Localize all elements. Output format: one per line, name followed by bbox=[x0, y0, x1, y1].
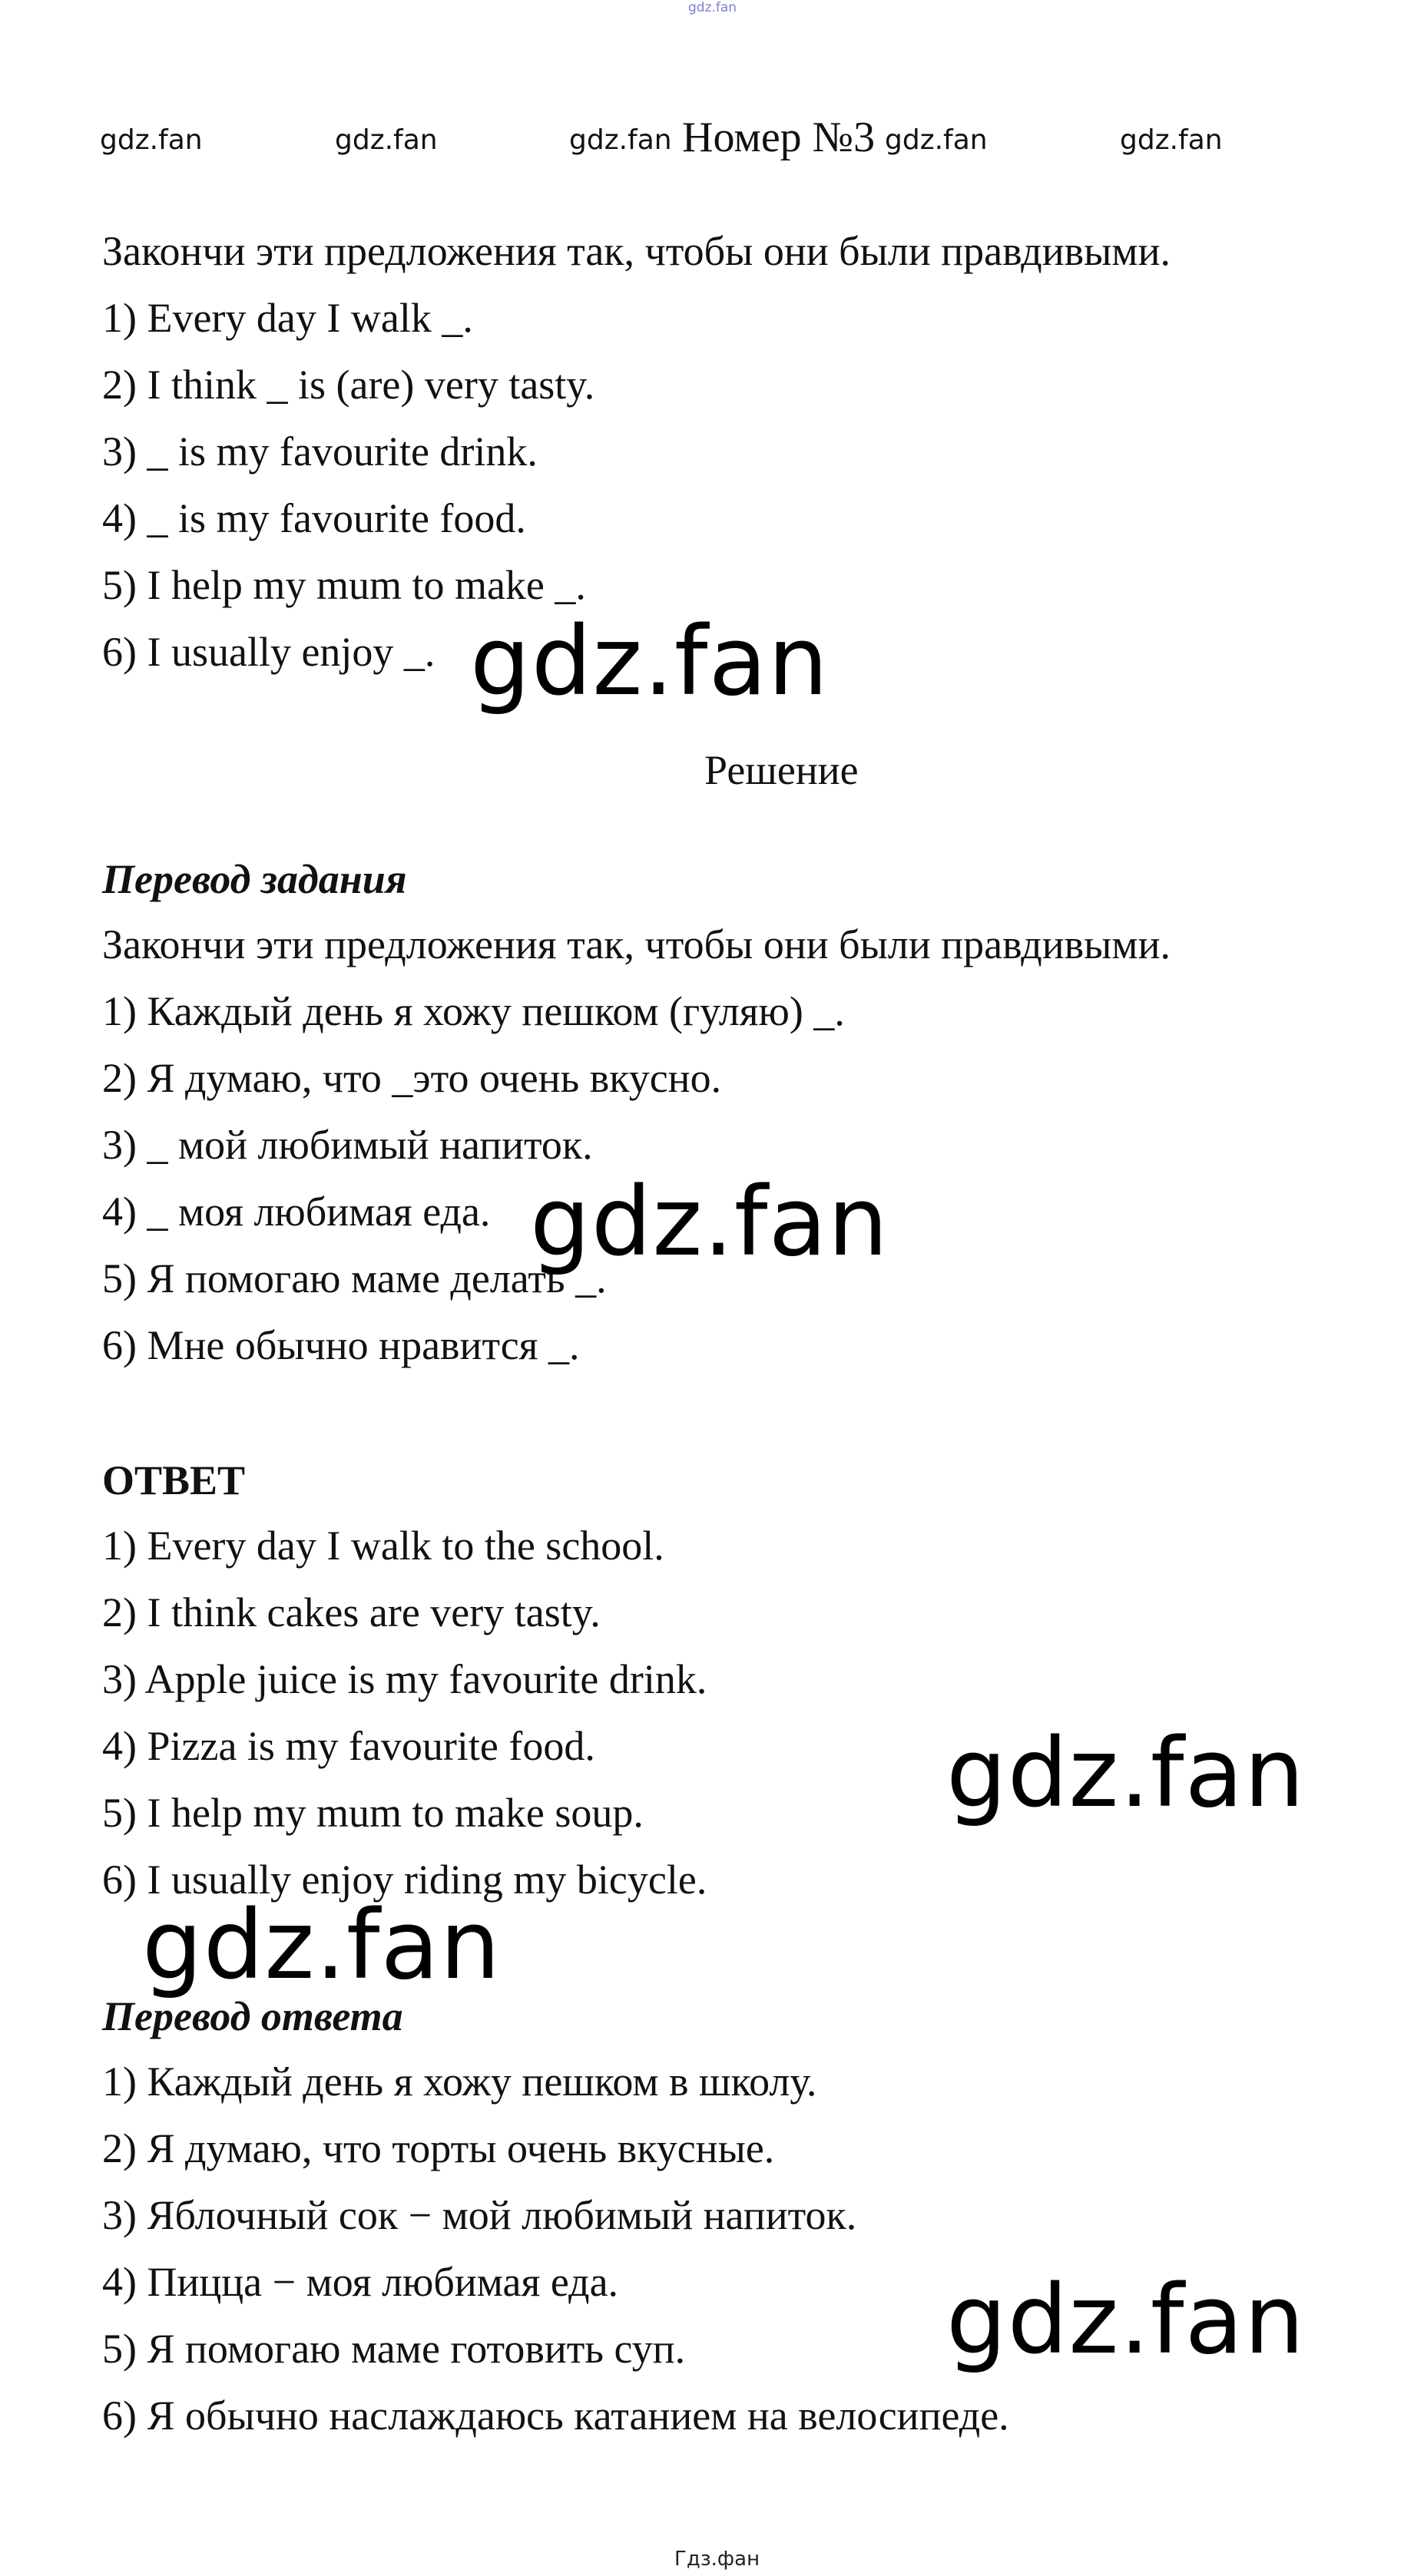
answer-item: 1) Every day I walk to the school. bbox=[102, 1523, 664, 1569]
answer-translation-heading: Перевод ответа bbox=[102, 1993, 403, 2039]
answer-translation-item: 1) Каждый день я хожу пешком в школу. bbox=[102, 2058, 817, 2105]
translation-item: 2) Я думаю, что _это очень вкусно. bbox=[102, 1055, 722, 1101]
answer-translation-item: 2) Я думаю, что торты очень вкусные. bbox=[102, 2125, 775, 2171]
translation-item: 6) Мне обычно нравится _. bbox=[102, 1322, 580, 1368]
answer-translation-item: 3) Яблочный сок − мой любимый напиток. bbox=[102, 2192, 857, 2238]
answer-translation-item: 4) Пицца − моя любимая еда. bbox=[102, 2259, 619, 2305]
translation-item: 1) Каждый день я хожу пешком (гуляю) _. bbox=[102, 988, 845, 1034]
header-watermark: gdz.fan bbox=[335, 124, 438, 156]
answer-heading: ОТВЕТ bbox=[102, 1457, 246, 1503]
task-item: 2) I think _ is (are) very tasty. bbox=[102, 362, 595, 408]
header-watermark: gdz.fan bbox=[1120, 124, 1223, 156]
watermark: gdz.fan bbox=[470, 607, 830, 717]
header-watermark: gdz.fan bbox=[885, 124, 988, 156]
task-item: 6) I usually enjoy _. bbox=[102, 629, 435, 675]
task-item: 1) Every day I walk _. bbox=[102, 295, 473, 341]
translation-item: 4) _ моя любимая еда. bbox=[102, 1189, 491, 1235]
translation-heading: Перевод задания bbox=[102, 856, 407, 902]
watermark: gdz.fan bbox=[142, 1890, 502, 2001]
translation-item: 5) Я помогаю маме делать _. bbox=[102, 1255, 607, 1301]
header-watermark: gdz.fan bbox=[100, 124, 203, 156]
answer-item: 6) I usually enjoy riding my bicycle. bbox=[102, 1857, 707, 1903]
task-item: 3) _ is my favourite drink. bbox=[102, 428, 538, 475]
footer-watermark: Гдз.фан bbox=[674, 2548, 760, 2571]
answer-item: 2) I think cakes are very tasty. bbox=[102, 1589, 601, 1635]
answer-item: 5) I help my mum to make soup. bbox=[102, 1790, 644, 1836]
watermark: gdz.fan bbox=[530, 1167, 889, 1278]
task-item: 5) I help my mum to make _. bbox=[102, 562, 586, 608]
task-instruction: Закончи эти предложения так, чтобы они были правдивыми. bbox=[102, 228, 1171, 274]
header-watermark: gdz.fan bbox=[569, 124, 672, 156]
answer-translation-item: 6) Я обычно наслаждаюсь катанием на велосипеде. bbox=[102, 2392, 1009, 2439]
page-title: Номер №3 bbox=[682, 114, 876, 161]
translation-instruction: Закончи эти предложения так, чтобы они были правдивыми. bbox=[102, 921, 1171, 967]
answer-item: 3) Apple juice is my favourite drink. bbox=[102, 1656, 707, 1702]
answer-translation-item: 5) Я помогаю маме готовить суп. bbox=[102, 2326, 686, 2372]
answer-item: 4) Pizza is my favourite food. bbox=[102, 1723, 595, 1769]
watermark: gdz.fan bbox=[946, 2265, 1306, 2376]
task-item: 4) _ is my favourite food. bbox=[102, 495, 526, 541]
solution-label: Решение bbox=[704, 747, 859, 793]
top-watermark: gdz.fan bbox=[688, 0, 737, 15]
watermark: gdz.fan bbox=[946, 1718, 1306, 1829]
translation-item: 3) _ мой любимый напиток. bbox=[102, 1122, 593, 1168]
